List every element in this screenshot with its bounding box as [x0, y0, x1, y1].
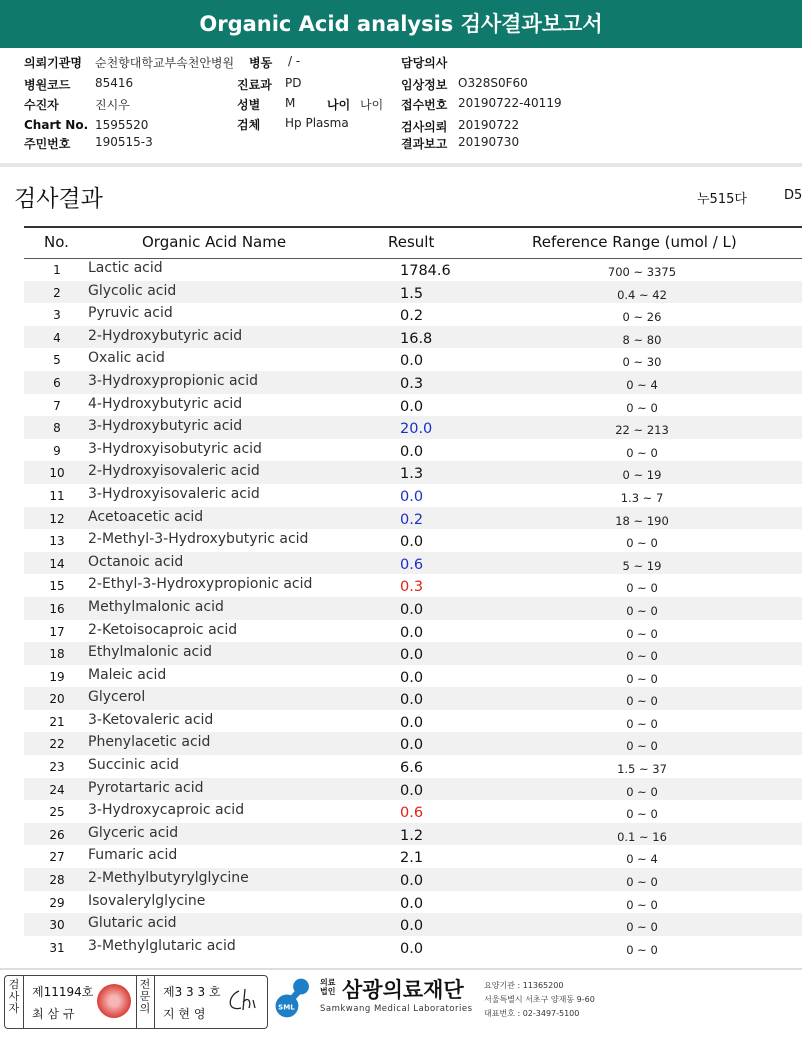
row-number: 7 [53, 398, 61, 413]
footer-divider [0, 968, 802, 970]
acid-name: Glycolic acid [88, 282, 177, 299]
section-title: 검사결과 [14, 186, 103, 212]
table-row [24, 823, 802, 846]
result-value: 6.6 [400, 760, 424, 777]
acid-name: Glyceric acid [88, 824, 179, 841]
result-value: 0.0 [400, 647, 424, 664]
reference-range: 0 ~ 4 [626, 377, 658, 392]
table-row [24, 642, 802, 665]
row-number: 27 [49, 850, 65, 865]
divider [0, 163, 802, 167]
specialist-license: 제3 3 3 호 [163, 985, 221, 999]
table-row [24, 732, 802, 755]
table-row [24, 913, 802, 936]
reference-range: 0 ~ 0 [626, 942, 658, 957]
table-row [24, 891, 802, 914]
row-number: 10 [49, 466, 65, 481]
result-value: 0.0 [400, 534, 424, 551]
reference-range: 8 ~ 80 [622, 332, 662, 347]
result-value: 0.3 [400, 375, 424, 392]
acid-name: Glutaric acid [88, 915, 177, 932]
acid-name: 2-Ethyl-3-Hydroxypropionic acid [88, 576, 313, 593]
acid-name: 2-Methyl-3-Hydroxybutyric acid [88, 531, 309, 548]
header-code-2: D5 [784, 188, 802, 203]
reference-range: 700 ~ 3375 [607, 265, 677, 279]
result-value: 0.0 [400, 488, 424, 505]
table-row [24, 665, 802, 688]
table-row [24, 416, 802, 439]
row-number: 6 [53, 375, 61, 390]
acid-name: Glycerol [88, 689, 146, 706]
acid-name: Maleic acid [88, 666, 167, 683]
row-number: 3 [53, 308, 61, 323]
specimen-value: Hp Plasma [285, 116, 349, 130]
table-row [24, 371, 802, 394]
result-value: 0.0 [400, 895, 424, 912]
row-number: 4 [53, 330, 61, 345]
acid-name: Succinic acid [88, 757, 180, 774]
table-row [24, 326, 802, 349]
row-number: 11 [49, 488, 65, 503]
acid-name: Lactic acid [88, 260, 163, 276]
reference-range: 0 ~ 0 [626, 603, 658, 618]
row-number: 13 [49, 534, 65, 549]
result-value: 0.0 [400, 782, 424, 799]
result-value: 0.0 [400, 443, 424, 460]
result-value: 0.6 [400, 805, 424, 822]
result-value: 0.0 [400, 398, 424, 415]
ward-label: 병동 [249, 56, 273, 70]
dept-value: PD [285, 76, 302, 90]
reference-range: 1.3 ~ 7 [620, 490, 664, 505]
result-value: 0.0 [400, 624, 424, 641]
table-row [24, 868, 802, 891]
acid-name: 3-Hydroxypropionic acid [88, 372, 259, 389]
table-row [24, 258, 802, 281]
reference-range: 0.1 ~ 16 [617, 829, 667, 844]
reference-range: 0 ~ 0 [626, 536, 658, 551]
reference-range: 0 ~ 19 [622, 468, 662, 483]
sml-badge-text: SML [278, 1002, 295, 1012]
row-number: 18 [49, 647, 65, 662]
org-code: 요양기관 : 11365200 [484, 981, 564, 990]
row-number: 31 [49, 940, 65, 955]
result-value: 1.2 [400, 827, 424, 844]
result-value: 0.0 [400, 737, 424, 754]
reference-range: 0 ~ 0 [626, 739, 658, 754]
reference-range: 0 ~ 0 [626, 671, 658, 686]
acid-name: Pyruvic acid [88, 305, 173, 322]
reference-range: 0 ~ 30 [622, 355, 662, 370]
result-value: 0.0 [400, 918, 424, 935]
result-value: 1.5 [400, 285, 424, 302]
table-row [24, 710, 802, 733]
specialist-name: 지 현 영 [163, 1007, 206, 1021]
examiner-license: 제11194호 [32, 985, 94, 999]
row-number: 19 [49, 669, 65, 684]
result-value: 1.3 [400, 466, 424, 483]
row-number: 2 [53, 285, 61, 300]
acid-name: Phenylacetic acid [88, 734, 211, 751]
specimen-label: 검체 [237, 118, 261, 132]
table-row [24, 845, 802, 868]
reference-range: 0.4 ~ 42 [617, 287, 667, 302]
table-row [24, 574, 802, 597]
signature-icon [223, 986, 263, 1016]
report-label: 결과보고 [401, 137, 448, 151]
reference-range: 0 ~ 0 [626, 694, 658, 709]
table-row [24, 755, 802, 778]
reference-range: 0 ~ 0 [626, 581, 658, 596]
reference-range: 0 ~ 4 [626, 852, 658, 867]
clinical-value: O328S0F60 [458, 76, 528, 90]
table-row [24, 348, 802, 371]
acid-name: Methylmalonic acid [88, 598, 224, 615]
row-number: 5 [53, 353, 61, 368]
org-name-en: Samkwang Medical Laboratories [320, 1004, 473, 1014]
result-value: 0.0 [400, 692, 424, 709]
org-phone: 대표번호 : 02-3497-5100 [484, 1009, 580, 1018]
acid-name: 3-Hydroxyisovaleric acid [88, 485, 260, 502]
table-header [24, 226, 802, 259]
reference-range: 22 ~ 213 [615, 423, 669, 438]
result-value: 0.0 [400, 601, 424, 618]
result-value: 2.1 [400, 850, 424, 867]
sml-logo-icon [272, 976, 316, 1020]
acid-name: 2-Methylbutyrylglycine [88, 870, 249, 887]
chart-label: Chart No. [24, 118, 89, 132]
row-number: 26 [49, 827, 65, 842]
row-number: 8 [53, 421, 61, 436]
row-number: 30 [49, 918, 65, 933]
report-title: Organic Acid analysis 검사결과보고서 [0, 0, 802, 48]
hospital-code-label: 병원코드 [24, 78, 71, 92]
reference-range: 0 ~ 0 [626, 649, 658, 664]
result-value: 0.3 [400, 579, 424, 596]
acid-name: Pyrotartaric acid [88, 779, 204, 796]
reception-value: 20190722-40119 [458, 96, 562, 110]
reference-range: 0 ~ 0 [626, 784, 658, 799]
specialist-vlabel: 전문의 [139, 978, 151, 1015]
reference-range: 0 ~ 0 [626, 807, 658, 822]
acid-name: Isovalerylglycine [88, 892, 206, 909]
reference-range: 0 ~ 0 [626, 445, 658, 460]
org-prefix: 의료법인 [320, 978, 336, 996]
row-number: 1 [53, 263, 61, 277]
header-code: 누515다 [697, 192, 747, 207]
row-number: 21 [49, 714, 65, 729]
acid-name: 4-Hydroxybutyric acid [88, 395, 243, 412]
acid-name: Fumaric acid [88, 847, 178, 864]
row-number: 20 [49, 692, 65, 707]
col-reference: Reference Range (umol / L) [532, 233, 737, 251]
row-number: 15 [49, 579, 65, 594]
doctor-label: 담당의사 [401, 56, 448, 70]
row-number: 29 [49, 895, 65, 910]
table-row [24, 507, 802, 530]
acid-name: Acetoacetic acid [88, 508, 204, 525]
table-row [24, 552, 802, 575]
result-value: 0.0 [400, 940, 424, 957]
reference-range: 0 ~ 0 [626, 626, 658, 641]
org-address: 서울특별시 서초구 양재동 9-60 [484, 995, 595, 1004]
resident-label: 주민번호 [24, 137, 71, 151]
sex-value: M [285, 96, 296, 110]
result-value: 0.2 [400, 308, 424, 325]
reference-range: 18 ~ 190 [615, 513, 669, 528]
reference-range: 0 ~ 0 [626, 400, 658, 415]
row-number: 12 [49, 511, 65, 526]
seal-stamp-icon [97, 984, 131, 1018]
table-row [24, 936, 802, 959]
row-number: 16 [49, 601, 65, 616]
clinical-label: 임상정보 [401, 78, 448, 92]
row-number: 17 [49, 624, 65, 639]
chart-value: 1595520 [95, 118, 149, 132]
result-value: 16.8 [400, 330, 433, 347]
dept-label: 진료과 [237, 78, 272, 92]
acid-name: Octanoic acid [88, 553, 184, 570]
acid-name: 2-Ketoisocaproic acid [88, 621, 238, 638]
table-row [24, 778, 802, 801]
acid-name: Oxalic acid [88, 350, 165, 367]
age-label: 나이 [327, 98, 351, 112]
result-value: 0.6 [400, 556, 424, 573]
results-table [24, 258, 802, 958]
row-number: 22 [49, 737, 65, 752]
acid-name: 2-Hydroxyisovaleric acid [88, 463, 260, 480]
request-label: 검사의뢰 [401, 120, 448, 134]
col-result: Result [388, 233, 435, 251]
row-number: 24 [49, 782, 65, 797]
acid-name: 3-Hydroxybutyric acid [88, 418, 243, 435]
reference-range: 0 ~ 0 [626, 897, 658, 912]
acid-name: 3-Methylglutaric acid [88, 937, 236, 954]
acid-name: 2-Hydroxybutyric acid [88, 327, 243, 344]
table-row [24, 281, 802, 304]
reference-range: 1.5 ~ 37 [617, 762, 667, 777]
table-row [24, 461, 802, 484]
resident-value: 190515-3 [95, 135, 153, 149]
institution-label: 의뢰기관명 [24, 56, 82, 70]
institution-value: 순천향대학교부속천안병원 [95, 56, 235, 70]
row-number: 9 [53, 443, 61, 458]
result-value: 0.0 [400, 714, 424, 731]
table-row [24, 800, 802, 823]
examiner-name: 최 삼 규 [32, 1007, 75, 1021]
result-value: 0.0 [400, 353, 424, 370]
patient-info-panel [0, 52, 802, 162]
reception-label: 접수번호 [401, 98, 448, 112]
row-number: 28 [49, 873, 65, 888]
ward-value: / - [288, 54, 301, 68]
reference-range: 5 ~ 19 [622, 558, 662, 573]
table-row [24, 597, 802, 620]
signature-box [4, 975, 268, 1029]
table-row [24, 439, 802, 462]
table-row [24, 620, 802, 643]
table-row [24, 303, 802, 326]
result-value: 0.2 [400, 511, 424, 528]
result-value: 0.0 [400, 669, 424, 686]
table-row [24, 529, 802, 552]
table-row [24, 394, 802, 417]
result-value: 20.0 [400, 421, 433, 438]
sex-label: 성별 [237, 98, 261, 112]
reference-range: 0 ~ 0 [626, 920, 658, 935]
acid-name: 3-Hydroxycaproic acid [88, 802, 245, 819]
reference-range: 0 ~ 0 [626, 716, 658, 731]
patient-label: 수진자 [24, 98, 59, 112]
row-number: 14 [49, 556, 65, 571]
request-value: 20190722 [458, 118, 520, 132]
row-number: 25 [49, 805, 65, 820]
table-row [24, 687, 802, 710]
acid-name: 3-Hydroxyisobutyric acid [88, 440, 262, 457]
report-value: 20190730 [458, 135, 520, 149]
org-name: 삼광의료재단 [342, 978, 464, 1002]
result-value: 0.0 [400, 873, 424, 890]
reference-range: 0 ~ 26 [622, 310, 662, 325]
table-row [24, 484, 802, 507]
acid-name: Ethylmalonic acid [88, 644, 213, 661]
acid-name: 3-Ketovaleric acid [88, 711, 214, 728]
result-value: 1784.6 [400, 263, 451, 279]
patient-value: 진시우 [95, 98, 130, 112]
row-number: 23 [49, 760, 65, 775]
reference-range: 0 ~ 0 [626, 875, 658, 890]
examiner-vlabel: 검사자 [8, 978, 20, 1015]
col-name: Organic Acid Name [142, 233, 287, 251]
col-no: No. [44, 233, 69, 251]
age-value: 나이 [360, 98, 384, 112]
hospital-code-value: 85416 [95, 76, 134, 90]
